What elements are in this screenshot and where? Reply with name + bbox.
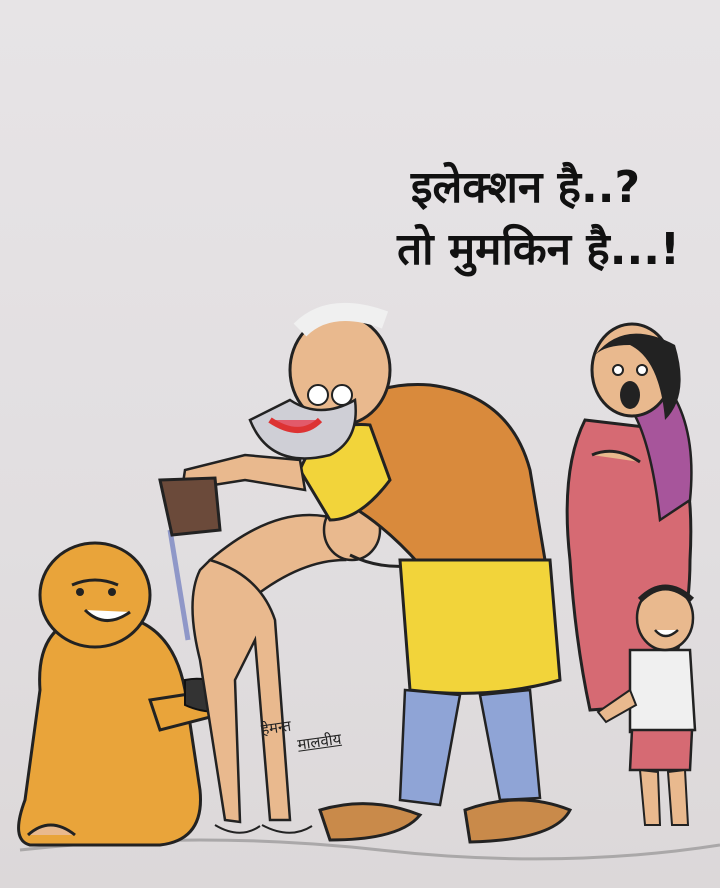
signature-last: मालवीय bbox=[296, 729, 343, 754]
water-stream bbox=[170, 530, 188, 640]
seated-saffron-figure bbox=[19, 543, 222, 845]
caption-line-2: तो मुमकिन है...! bbox=[397, 224, 680, 275]
pouring-pot bbox=[160, 478, 220, 535]
caption-line-1: इलेक्शन है..? bbox=[410, 162, 640, 213]
signature-first: हेमन्त bbox=[259, 716, 293, 739]
